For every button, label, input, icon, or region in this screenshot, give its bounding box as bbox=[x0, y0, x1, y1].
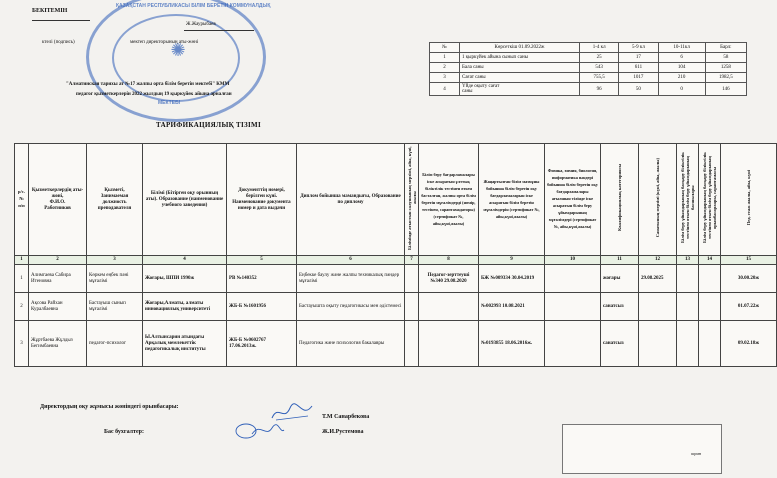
summary-row bbox=[430, 53, 747, 63]
header-cell: Жаңартылған білім мазмұны бойынша білім беретін оқу бағдарламаларын іске асыратын білім беретін мұғалімдерін (сертификат №, айы,күні,жылы) bbox=[479, 144, 545, 256]
updated-content-certificate: №002993 10.08.2021 bbox=[479, 293, 545, 321]
summary-header-cell: № bbox=[430, 43, 460, 53]
english-certificate bbox=[545, 265, 601, 293]
col14-cell bbox=[699, 321, 721, 367]
accountant-label: Бас бухгалтер: bbox=[104, 429, 144, 435]
employee-position: Көркем еңбек пәні мұғалімі bbox=[87, 265, 143, 293]
pedagogical-stage: 01.07.22ж bbox=[721, 293, 777, 321]
summary-cell: 6 bbox=[658, 53, 705, 63]
header-cell: Білім беру ұйымдарының басқару біліктілік тестінен өткен білім беру ұйымдарының орынбасарлары, сараптамасы bbox=[699, 144, 721, 256]
school-name: "Алматинская тарихы ат №17 жалпы орта білім беретін мектебі" КММ bbox=[66, 82, 230, 87]
accountant-signature-icon bbox=[232, 420, 286, 442]
col7-cell bbox=[405, 265, 419, 293]
summary-cell: 1017 bbox=[619, 73, 658, 83]
column-number: 10 bbox=[545, 256, 601, 265]
deputy-name: Т.М Санарбекова bbox=[322, 414, 370, 420]
header-cell: Білім беру ұйымдарының басқару біліктілік тестінен өткен білім беру ұйымдарының басшылары bbox=[677, 144, 699, 256]
pedagogical-stage: 09.02.18ж bbox=[721, 321, 777, 367]
row-number: 1 bbox=[15, 265, 29, 293]
col7-cell bbox=[405, 321, 419, 367]
deputy-director-label: Директордың оқу жұмысы жөніндегі орынбасары: bbox=[40, 404, 179, 410]
tarification-table bbox=[14, 143, 777, 367]
accountant-name: Ж.И.Рустемова bbox=[322, 429, 364, 435]
column-number: 3 bbox=[87, 256, 143, 265]
summary-cell: 4 bbox=[430, 83, 460, 96]
column-number: 6 bbox=[297, 256, 405, 265]
summary-cell: Бала саны bbox=[460, 63, 580, 73]
summary-table bbox=[429, 42, 747, 96]
header-cell: Білімінде атыстын салушының мерзімі, айы, күні, жылы bbox=[405, 144, 419, 256]
column-number: 14 bbox=[699, 256, 721, 265]
summary-cell: Сағат саны bbox=[460, 73, 580, 83]
summary-cell: 2 bbox=[430, 63, 460, 73]
signature-caption: ктелі (подпись) bbox=[42, 40, 75, 45]
column-number: 2 bbox=[29, 256, 87, 265]
column-number: 7 bbox=[405, 256, 419, 265]
table-header-row bbox=[15, 144, 777, 256]
category-date bbox=[639, 321, 677, 367]
category-date: 29.08.2025 bbox=[639, 265, 677, 293]
summary-cell: 1258 bbox=[705, 63, 746, 73]
summary-cell: 1 bbox=[430, 53, 460, 63]
column-number: 11 bbox=[601, 256, 639, 265]
note-box-text: шрмн bbox=[691, 451, 701, 456]
summary-row bbox=[430, 83, 747, 96]
summary-cell: 104 bbox=[658, 63, 705, 73]
column-number-row bbox=[15, 256, 777, 265]
header-cell: Санатының мерзімі (күні, айы, жылы) bbox=[639, 144, 677, 256]
column-number: 15 bbox=[721, 256, 777, 265]
employee-education: Ы.Алтынсарин атындағы Арқалық мемлекеттік педагогикалық институты bbox=[143, 321, 227, 367]
header-cell: Документтің нөмері, берілген күні. Наименование документа номер и дата выдачи bbox=[227, 144, 297, 256]
table-row bbox=[15, 265, 777, 293]
summary-row bbox=[430, 63, 747, 73]
row-number: 3 bbox=[15, 321, 29, 367]
seal-text-top: ҚАЗАҚСТАН РЕСПУБЛИКАСЫ БІЛІМ БЕРЕТІН КОММУНАЛДЫҚ bbox=[116, 3, 271, 9]
col14-cell bbox=[699, 293, 721, 321]
header-cell: Квалификациялық категориясы bbox=[601, 144, 639, 256]
table-row bbox=[15, 293, 777, 321]
category: санатсыз bbox=[601, 321, 639, 367]
english-certificate bbox=[545, 293, 601, 321]
header-cell: Диплом бойынша мамандығы, Образование по диплому bbox=[297, 144, 405, 256]
summary-header-cell: Барл: bbox=[705, 43, 746, 53]
header-cell: Қызметі, Занимаемая должность преподавателя bbox=[87, 144, 143, 256]
summary-cell: 3 bbox=[430, 73, 460, 83]
summary-cell: 96 bbox=[580, 83, 619, 96]
ntt-certificate: Педагог-зерттеуші №340 29.08.2020 bbox=[419, 265, 479, 293]
updated-content-certificate: БЖ №009334 30.04.2019 bbox=[479, 265, 545, 293]
column-number: 1 bbox=[15, 256, 29, 265]
updated-content-certificate: №0193855 18.06.2016ж. bbox=[479, 321, 545, 367]
diploma-document: ЖБ-Б №1601956 bbox=[227, 293, 297, 321]
summary-cell: 25 bbox=[580, 53, 619, 63]
employee-education: Жоғары,Алматы, алматы инновациялық университеті bbox=[143, 293, 227, 321]
ntt-certificate bbox=[419, 293, 479, 321]
header-cell: р/с.№ п/п bbox=[15, 144, 29, 256]
header-cell: Білімі (Бітірген оқу орынның аты). Образование (наименование учебного заведения) bbox=[143, 144, 227, 256]
document-title: ТАРИФИКАЦИЯЛЫҚ ТІЗІМІ bbox=[156, 121, 261, 129]
approval-block bbox=[8, 3, 271, 106]
category: санатсыз bbox=[601, 293, 639, 321]
column-number: 5 bbox=[227, 256, 297, 265]
employee-education: Жоғары, ШПИ 1990ж bbox=[143, 265, 227, 293]
summary-header-cell: 5-9 кл bbox=[619, 43, 658, 53]
employee-name: Алимгаева Сабира Итеновна bbox=[29, 265, 87, 293]
employee-name: Ақсова Райхан Куралбаевна bbox=[29, 293, 87, 321]
summary-header-cell: 10-11кл bbox=[658, 43, 705, 53]
director-name-caption: мектеп директорының аты-жөні bbox=[130, 40, 199, 45]
summary-cell: 146 bbox=[705, 83, 746, 96]
category-date bbox=[639, 293, 677, 321]
table-row bbox=[15, 321, 777, 367]
pedagogical-stage: 30.00.20ж bbox=[721, 265, 777, 293]
period-line: педагог қызметкерлерін 2022 жылдың 19 қыркүйек айына арналған bbox=[76, 92, 232, 97]
header-cell: Білім беру бағдарламалары іске асыратын ұлттық біліктілік тестінен өткен басталған, жалпы орта білім беретін мұғалімдерді (нөмір, тестінен, сараптамадаторы) (сертификат №, айы,күні,жылы) bbox=[419, 144, 479, 256]
approve-label: БЕКІТЕМІН bbox=[32, 8, 68, 14]
english-certificate bbox=[545, 321, 601, 367]
summary-cell: 0 bbox=[658, 83, 705, 96]
summary-cell: 50 bbox=[619, 83, 658, 96]
emblem-icon: ✺ bbox=[170, 40, 186, 60]
summary-cell: 210 bbox=[658, 73, 705, 83]
summary-row bbox=[430, 73, 747, 83]
diploma-specialty: Бастауышта оқыту педагогикасы мен әдістемесі bbox=[297, 293, 405, 321]
column-number: 9 bbox=[479, 256, 545, 265]
summary-cell: 17 bbox=[619, 53, 658, 63]
summary-cell: 755,5 bbox=[580, 73, 619, 83]
summary-cell: 1 қыркүйек айына сынып саны bbox=[460, 53, 580, 63]
header-cell: Қызметкерлердің аты-жөні, Ф.И.О. Работников bbox=[29, 144, 87, 256]
column-number: 13 bbox=[677, 256, 699, 265]
summary-header-cell: Көрсеткіш 01.09.2022ж bbox=[460, 43, 580, 53]
diploma-specialty: Педагогика және психология бакалавры bbox=[297, 321, 405, 367]
col13-cell bbox=[677, 293, 699, 321]
row-number: 2 bbox=[15, 293, 29, 321]
col13-cell bbox=[677, 321, 699, 367]
seal-text-bottom: МЕКТЕБІ bbox=[158, 100, 181, 106]
summary-header-cell: 1-4 кл bbox=[580, 43, 619, 53]
column-number: 8 bbox=[419, 256, 479, 265]
note-box bbox=[562, 424, 722, 474]
col14-cell bbox=[699, 265, 721, 293]
diploma-specialty: Еңбекке баулу және жалпы техникалық пәндер мұғалімі bbox=[297, 265, 405, 293]
column-number: 4 bbox=[143, 256, 227, 265]
director-name: Ж.Жаурыбаев bbox=[186, 22, 216, 27]
summary-header-row bbox=[430, 43, 747, 53]
employee-position: педагог-психолог bbox=[87, 321, 143, 367]
diploma-document: РВ №140352 bbox=[227, 265, 297, 293]
header-cell: Пед. стаж жылы, айы, күні bbox=[721, 144, 777, 256]
ntt-certificate bbox=[419, 321, 479, 367]
summary-cell: 543 bbox=[580, 63, 619, 73]
summary-cell: 1982,5 bbox=[705, 73, 746, 83]
col13-cell bbox=[677, 265, 699, 293]
summary-cell: Үйде оқыту сағат саны bbox=[460, 83, 580, 96]
column-number: 12 bbox=[639, 256, 677, 265]
employee-position: Бастауыш сынып мұғалімі bbox=[87, 293, 143, 321]
diploma-document: ЖБ-Б №0602767 17.06.2013ж. bbox=[227, 321, 297, 367]
header-cell: Физика, химия, биология, информатика пәндері бойынша білім беретін оқу бағдарламалары ағылшын тілінде іске асыратын білім беру ұйымдарының мұғалімдері (сертификат №, айы,күні,жылы) bbox=[545, 144, 601, 256]
summary-cell: 611 bbox=[619, 63, 658, 73]
summary-cell: 58 bbox=[705, 53, 746, 63]
category: жоғары bbox=[601, 265, 639, 293]
col7-cell bbox=[405, 293, 419, 321]
employee-name: Жұртбаева Жұлдыз Бегимбаевна bbox=[29, 321, 87, 367]
